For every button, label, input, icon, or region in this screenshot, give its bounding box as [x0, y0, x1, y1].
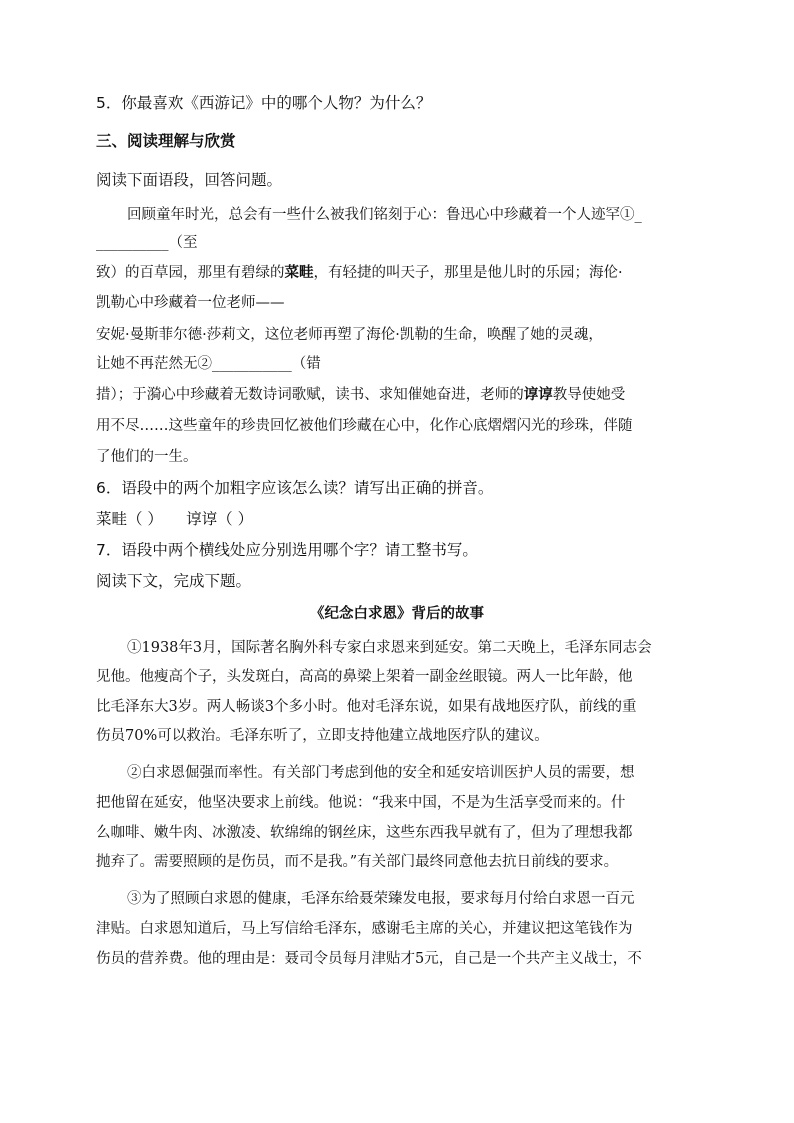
passage-line-1: 回顾童年时光，总会有一些什么被我们铭刻于心：鲁迅心中珍藏着一个人迹罕①_: [127, 207, 642, 223]
passage-line-5: 安妮·曼斯菲尔德·莎莉文，这位老师再塑了海伦·凯勒的生命，唤醒了她的灵魂，: [96, 327, 603, 343]
passage-text: ，有轻捷的叫天子，那里是他儿时的乐园；海伦·: [313, 265, 623, 281]
passage-text: 致）的百草园，那里有碧绿的: [96, 265, 285, 281]
article-p1-line-3: 比毛泽东大3岁。两人畅谈3个多小时。他对毛泽东说，如果有战地医疗队，前线的重: [96, 699, 637, 715]
reading-instruction-2: 阅读下文，完成下题。: [96, 572, 252, 590]
passage-line-3: [96, 262, 623, 284]
article-p2-line-1: ②白求恩倔强而率性。有关部门考虑到他的安全和延安培训医护人员的需要，想: [127, 765, 635, 781]
question-7: 7．语段中两个横线处应分别选用哪个字？请工整书写。: [96, 541, 478, 559]
question-6-answer-blanks: 菜畦（ ） 谆谆（ ）: [96, 510, 254, 528]
article-p2-line-4: 抛弃了。需要照顾的是伤员，而不是我。”有关部门最终同意他去抗日前线的要求。: [96, 854, 619, 870]
question-5: 5．你最喜欢《西游记》中的哪个人物？为什么？: [96, 94, 432, 112]
article-p2-line-3: 么咖啡、嫩牛肉、冰激凌、软绵绵的钢丝床，这些东西我早就有了，但为了理想我都: [96, 825, 633, 841]
article-p2-line-2: 把他留在延安，他坚决要求上前线。他说：“我来中国，不是为生活享受而来的。什: [96, 795, 626, 811]
article-p1-line-1: ①1938年3月，国际著名胸外科专家白求恩来到延安。第二天晚上，毛泽东同志会: [127, 640, 652, 656]
article-p3-line-3: 伤员的营养费。他的理由是：聂司令员每月津贴才5元，自己是一个共产主义战士，不: [96, 951, 642, 967]
bold-word-caiqi: 菜畦: [284, 264, 314, 281]
passage-line-2: __________（至: [96, 235, 198, 251]
bold-word-zhunzhun: 谆谆: [523, 386, 553, 403]
section-heading-3: 三、阅读理解与欣赏: [96, 132, 236, 150]
passage-text: 教导使她受: [552, 387, 626, 403]
reading-instruction-1: 阅读下面语段，回答问题。: [96, 171, 283, 189]
article-p1-line-2: 见他。他瘦高个子，头发斑白，高高的鼻梁上架着一副金丝眼镜。两人一比年龄，他: [96, 669, 633, 685]
article-p3-line-1: ③为了照顾白求恩的健康，毛泽东给聂荣臻发电报，要求每月付给白求恩一百元: [127, 891, 635, 907]
passage-line-7: [96, 384, 625, 406]
passage-line-8: 用不尽……这些童年的珍贵回忆被他们珍藏在心中，化作心底熠熠闪光的珍珠，伴随: [96, 418, 633, 434]
passage-line-9: 了他们的一生。: [96, 449, 198, 465]
passage-text: 措）；于漪心中珍藏着无数诗词歌赋，读书、求知催她奋进，老师的: [96, 387, 524, 403]
article-p1-line-4: 伤员70%可以救治。毛泽东听了，立即支持他建立战地医疗队的建议。: [96, 728, 549, 744]
article-title: 《纪念白求恩》背后的故事: [310, 605, 484, 622]
passage-line-6: 让她不再茫然无②___________（错: [96, 356, 321, 372]
article-p3-line-2: 津贴。白求恩知道后，马上写信给毛泽东，感谢毛主席的关心，并建议把这笔钱作为: [96, 921, 633, 937]
question-6: 6．语段中的两个加粗字应该怎么读？请写出正确的拼音。: [96, 479, 494, 497]
passage-line-4: 凯勒心中珍藏着一位老师——: [96, 295, 285, 311]
